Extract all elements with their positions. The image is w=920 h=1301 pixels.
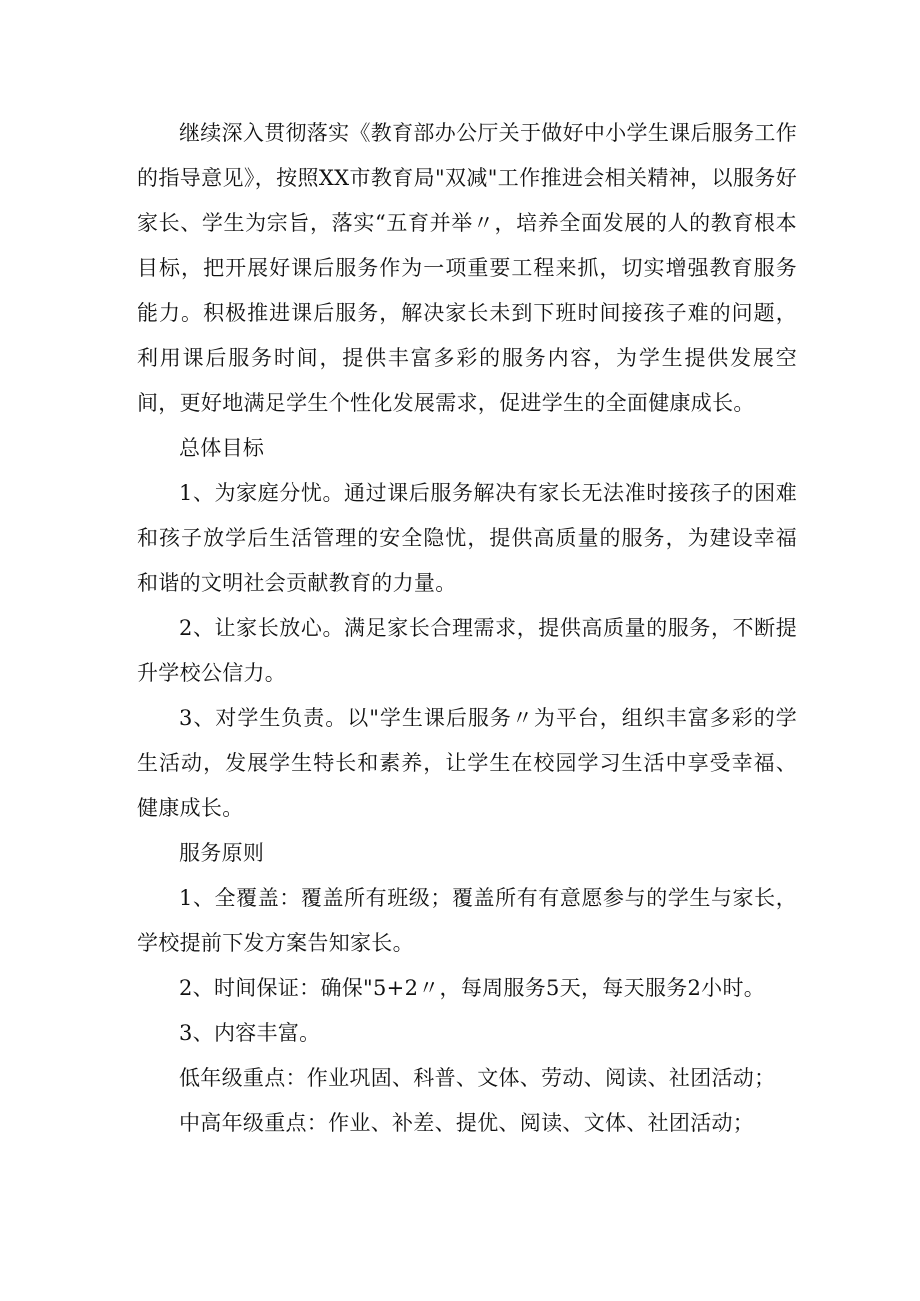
goal-item-3: 3、对学生负责。以"学生课后服务〃为平台，组织丰富多彩的学生活动，发展学生特长和素养，让学生在校园学习生活中享受幸福、健康成长。 [137, 706, 797, 820]
lower-grade-focus: 低年级重点：作业巩固、科普、文体、劳动、阅读、社团活动； [179, 1066, 776, 1090]
principle-item-2: 2、时间保证：确保"5+2〃，每周服务5天，每天服务2小时。 [179, 976, 766, 1000]
section-heading-service-principles: 服务原则 [179, 841, 265, 865]
goal-item-1: 1、为家庭分忧。通过课后服务解决有家长无法准时接孩子的困难和孩子放学后生活管理的安全隐忧，提供高质量的服务，为建设幸福和谐的文明社会贡献教育的力量。 [137, 481, 797, 595]
section-heading-overall-goals: 总体目标 [179, 436, 265, 460]
document-body [137, 111, 797, 1146]
upper-grade-focus: 中高年级重点：作业、补差、提优、阅读、文体、社团活动； [179, 1111, 755, 1135]
principle-item-1: 1、全覆盖：覆盖所有班级；覆盖所有有意愿参与的学生与家长，学校提前下发方案告知家长。 [137, 886, 797, 955]
goal-item-2: 2、让家长放心。满足家长合理需求，提供高质量的服务，不断提升学校公信力。 [137, 616, 797, 685]
intro-paragraph: 继续深入贯彻落实《教育部办公厅关于做好中小学生课后服务工作的指导意见》，按照XX市教育局"双减"工作推进会相关精神，以服务好家长、学生为宗旨，落实“五育并举〃，培养全面发展的人的教育根本目标，把开展好课后服务作为一项重要工程来抓，切实增强教育服务能力。积极推进课后服务，解决家长未到下班时间接孩子难的问题，利用课后服务时间，提供丰富多彩的服务内容，为学生提供发展空间，更好地满足学生个性化发展需求，促进学生的全面健康成长。 [137, 121, 797, 415]
principle-item-3: 3、内容丰富。 [179, 1021, 321, 1045]
